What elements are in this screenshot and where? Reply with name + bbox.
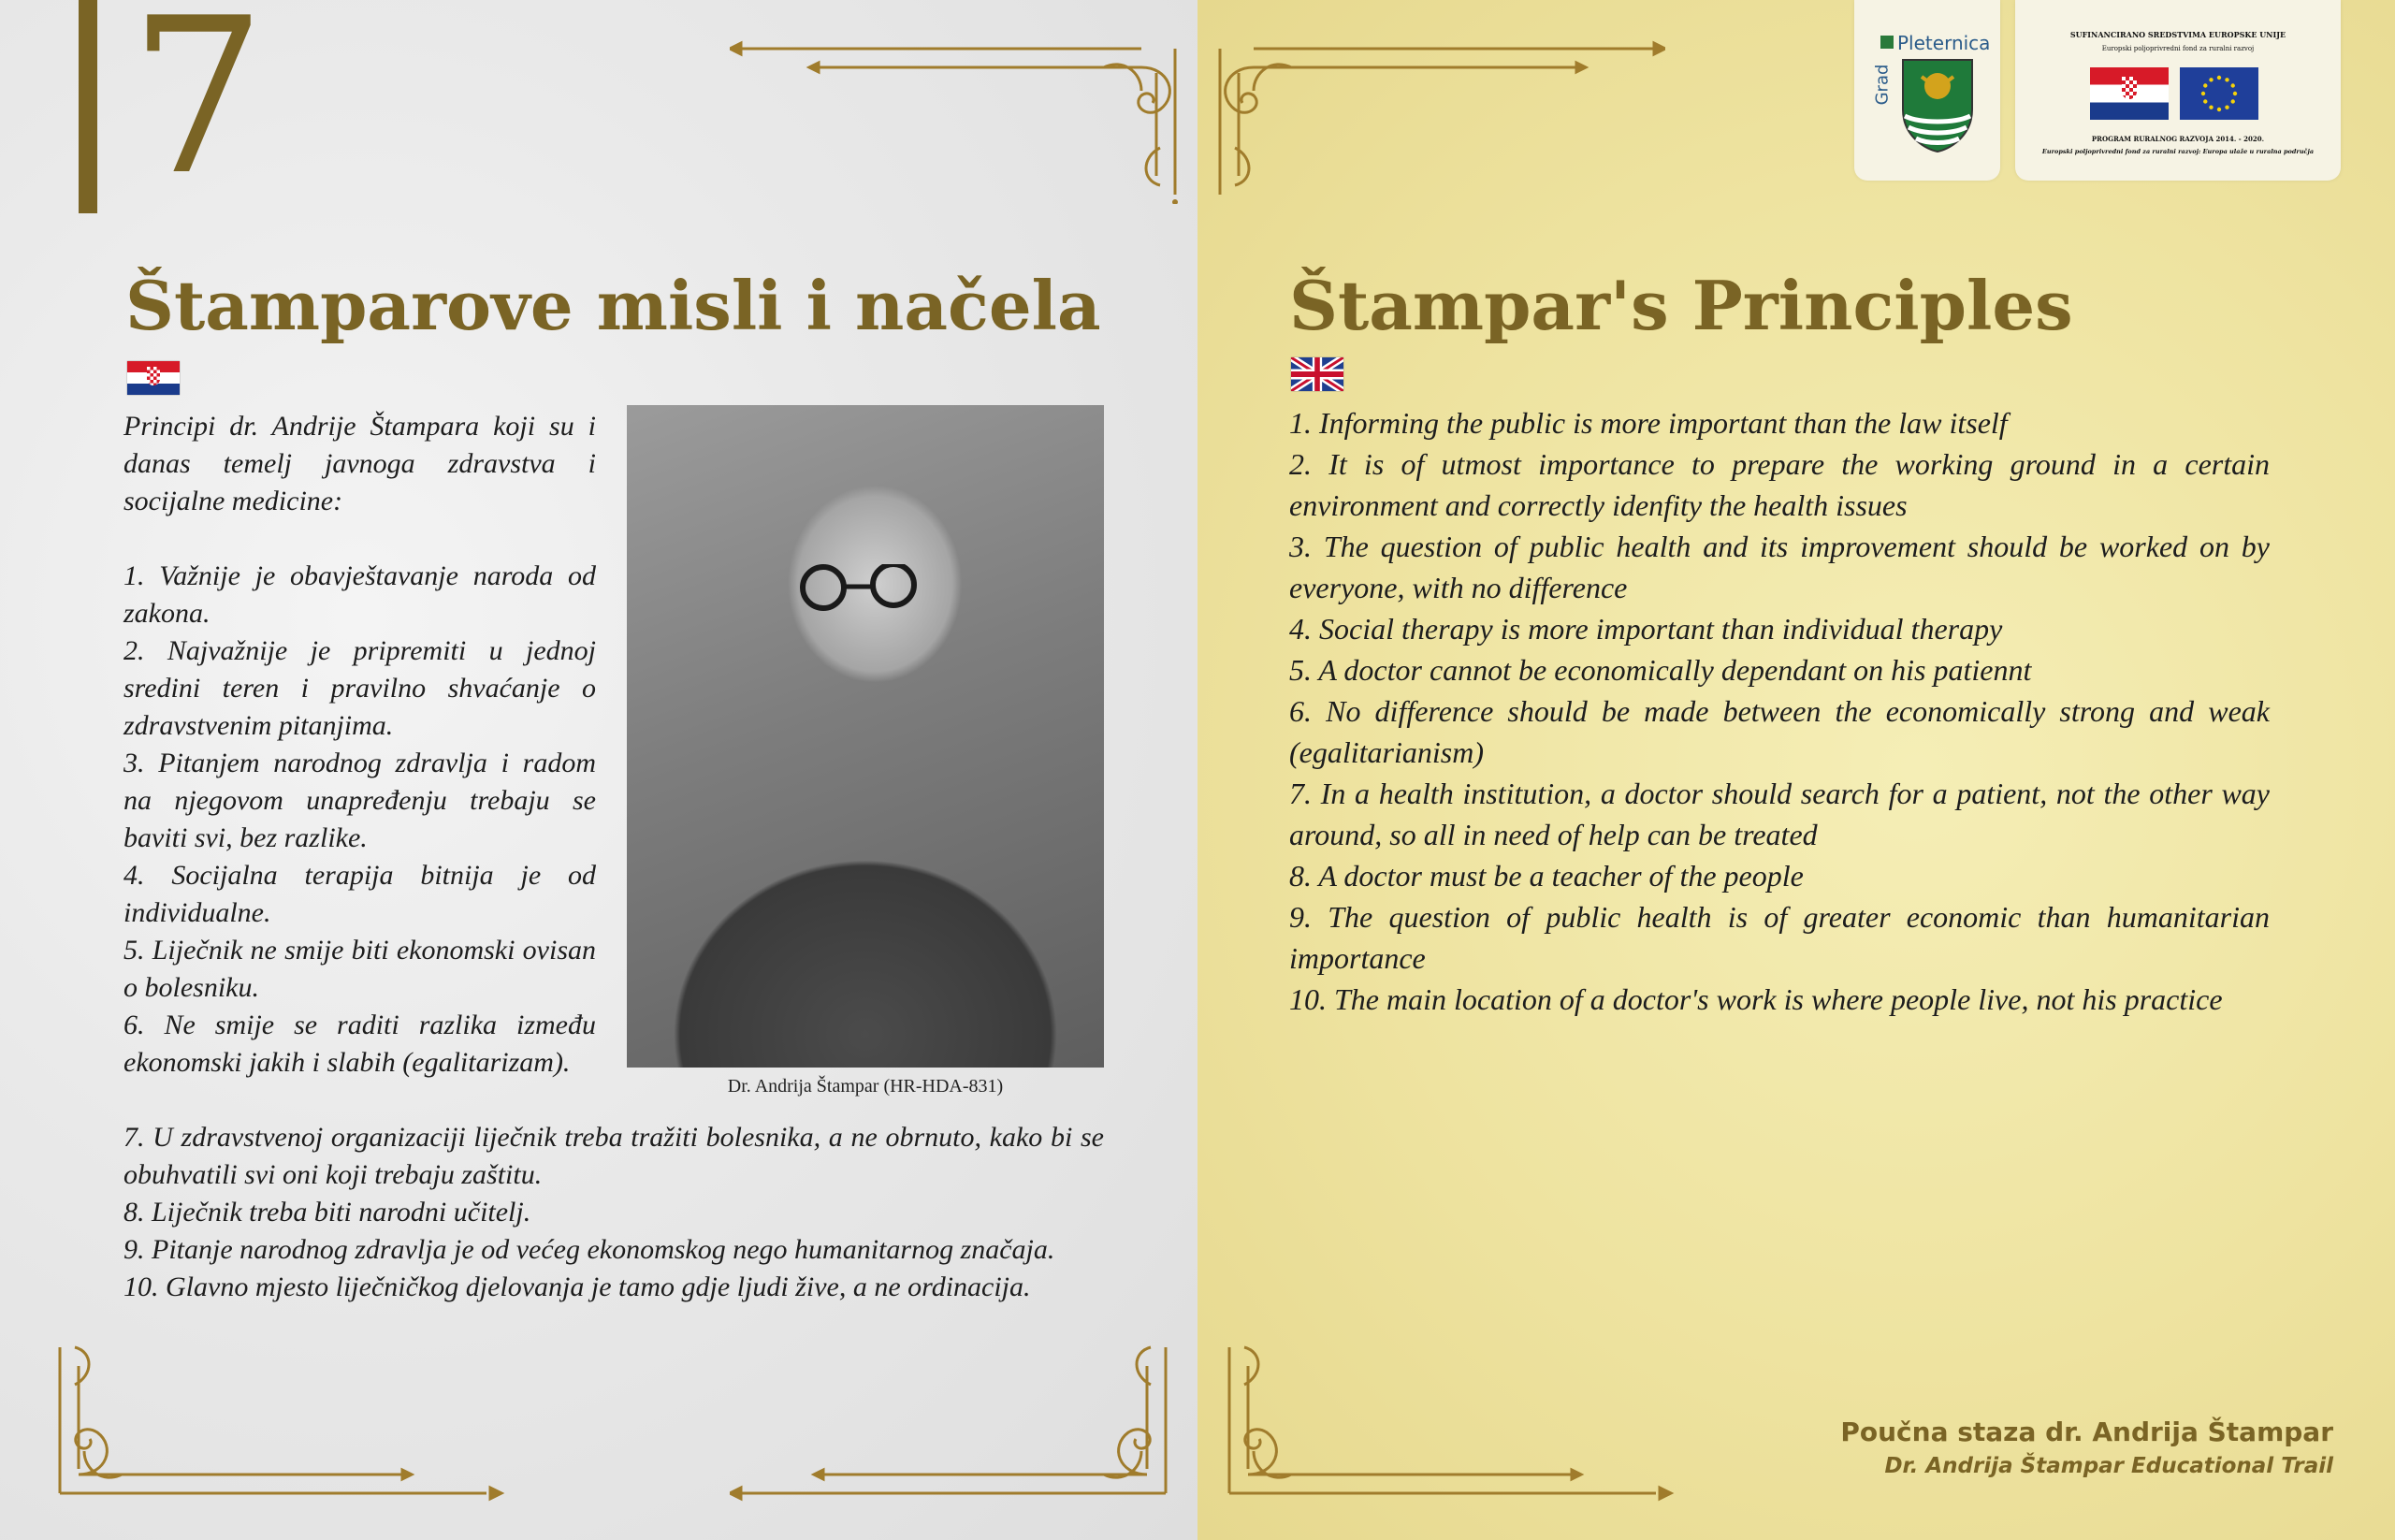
croatia-flag-logo-icon — [2090, 67, 2169, 120]
right-item: 8. A doctor must be a teacher of the people — [1289, 859, 1804, 893]
right-item: 4. Social therapy is more important than individual therapy — [1289, 612, 2003, 646]
ornament-bottom-right-panel-icon — [1216, 1338, 1675, 1506]
left-item: 4. Socijalna terapija bitnija je od individualne. — [123, 860, 596, 928]
right-item: 6. No difference should be made between the economically strong and weak (egalitarianism) — [1289, 694, 2270, 769]
photo-caption: Dr. Andrija Štampar (HR-HDA-831) — [727, 1076, 1004, 1097]
left-item: 1. Važnije je obavještavanje naroda od zakona. — [123, 560, 596, 629]
number-bar — [79, 0, 97, 213]
town-square-icon — [1880, 36, 1894, 49]
left-item: 8. Liječnik treba biti narodni učitelj. — [123, 1197, 531, 1228]
ornament-top-left-panel-icon — [730, 36, 1179, 204]
right-item: 10. The main location of a doctor's work is where people live, not his practice — [1289, 982, 2223, 1016]
left-text-column — [123, 408, 596, 1082]
portrait-photo — [627, 405, 1104, 1068]
ornament-top-right-panel-icon — [1216, 36, 1665, 204]
panel-number: 7 — [129, 0, 267, 223]
eu-flag-icon — [2180, 67, 2258, 120]
left-item: 5. Liječnik ne smije biti ekonomski ovisan o bolesniku. — [123, 935, 596, 1003]
right-item: 1. Informing the public is more important than the law itself — [1289, 406, 2008, 440]
left-item: 7. U zdravstvenoj organizaciji liječnik treba tražiti bolesnika, a ne obrnuto, kako bi se obuhvatili svi oni koji trebaju zaštitu. — [123, 1122, 1104, 1190]
right-item: 9. The question of public health is of greater economic than humanitarian importance — [1289, 900, 2270, 975]
left-title: Štamparove misli i načela — [125, 266, 1101, 345]
left-item: 10. Glavno mjesto liječničkog djelovanja je tamo gdje ljudi žive, a ne ordinacija. — [123, 1271, 1031, 1302]
glasses-icon — [767, 564, 954, 611]
right-item: 3. The question of public health and its improvement should be worked on by everyone, with no difference — [1289, 530, 2270, 604]
left-intro: Principi dr. Andrije Štampara koji su i danas temelj javnoga zdravstva i socijalne medicine: — [123, 411, 596, 516]
right-item: 7. In a health institution, a doctor should search for a patient, not the other way around, so all in need of help can be treated — [1289, 777, 2270, 851]
left-item: 3. Pitanjem narodnog zdravlja i radom na njegovom unapređenju trebaju se baviti svi, bez razlike. — [123, 748, 596, 853]
eu-logo-box — [2015, 0, 2341, 181]
footer-trail-title: Poučna staza dr. Andrija Štampar — [1840, 1417, 2333, 1447]
left-item: 9. Pitanje narodnog zdravlja je od većeg ekonomskog nego humanitarnog značaja. — [123, 1234, 1055, 1265]
left-text-wide — [123, 1119, 1104, 1306]
right-item: 5. A doctor cannot be economically dependant on his patiennt — [1289, 653, 2032, 687]
ornament-bottom-mid-icon — [730, 1338, 1179, 1506]
ornament-bottom-left-icon — [47, 1338, 505, 1506]
left-item: 2. Najvažnije je pripremiti u jednoj sredini teren i pravilno shvaćanje o zdravstvenim pitanjima. — [123, 635, 596, 741]
town-coat-of-arms-icon — [1901, 58, 1974, 153]
uk-flag-icon — [1291, 357, 1343, 391]
town-logo-box — [1854, 0, 2000, 181]
eu-program-text: PROGRAM RURALNOG RAZVOJA 2014. - 2020. — [2091, 135, 2265, 143]
town-name: Pleternica — [1897, 32, 1991, 54]
right-item: 2. It is of utmost importance to prepare the working ground in a certain environment and correctly idenfity the health issues — [1289, 447, 2270, 522]
eu-cofinanced-text: SUFINANCIRANO SREDSTVIMA EUROPSKE UNIJE — [2069, 30, 2286, 39]
eu-fund-text: Europski poljoprivredni fond za ruralni razvoj — [2101, 45, 2255, 52]
town-word: Grad — [1872, 64, 1893, 106]
eu-slogan-text: Europski poljoprivredni fond za ruralni razvoj: Europa ulaže u ruralna područja — [2041, 148, 2315, 155]
footer-trail-subtitle: Dr. Andrija Štampar Educational Trail — [1884, 1454, 2333, 1478]
right-title: Štampar's Principles — [1289, 266, 2073, 345]
left-item: 6. Ne smije se raditi razlika između ekonomski jakih i slabih (egalitarizam). — [123, 1010, 596, 1078]
croatian-flag-icon — [127, 361, 180, 395]
right-text-column — [1289, 402, 2270, 1020]
